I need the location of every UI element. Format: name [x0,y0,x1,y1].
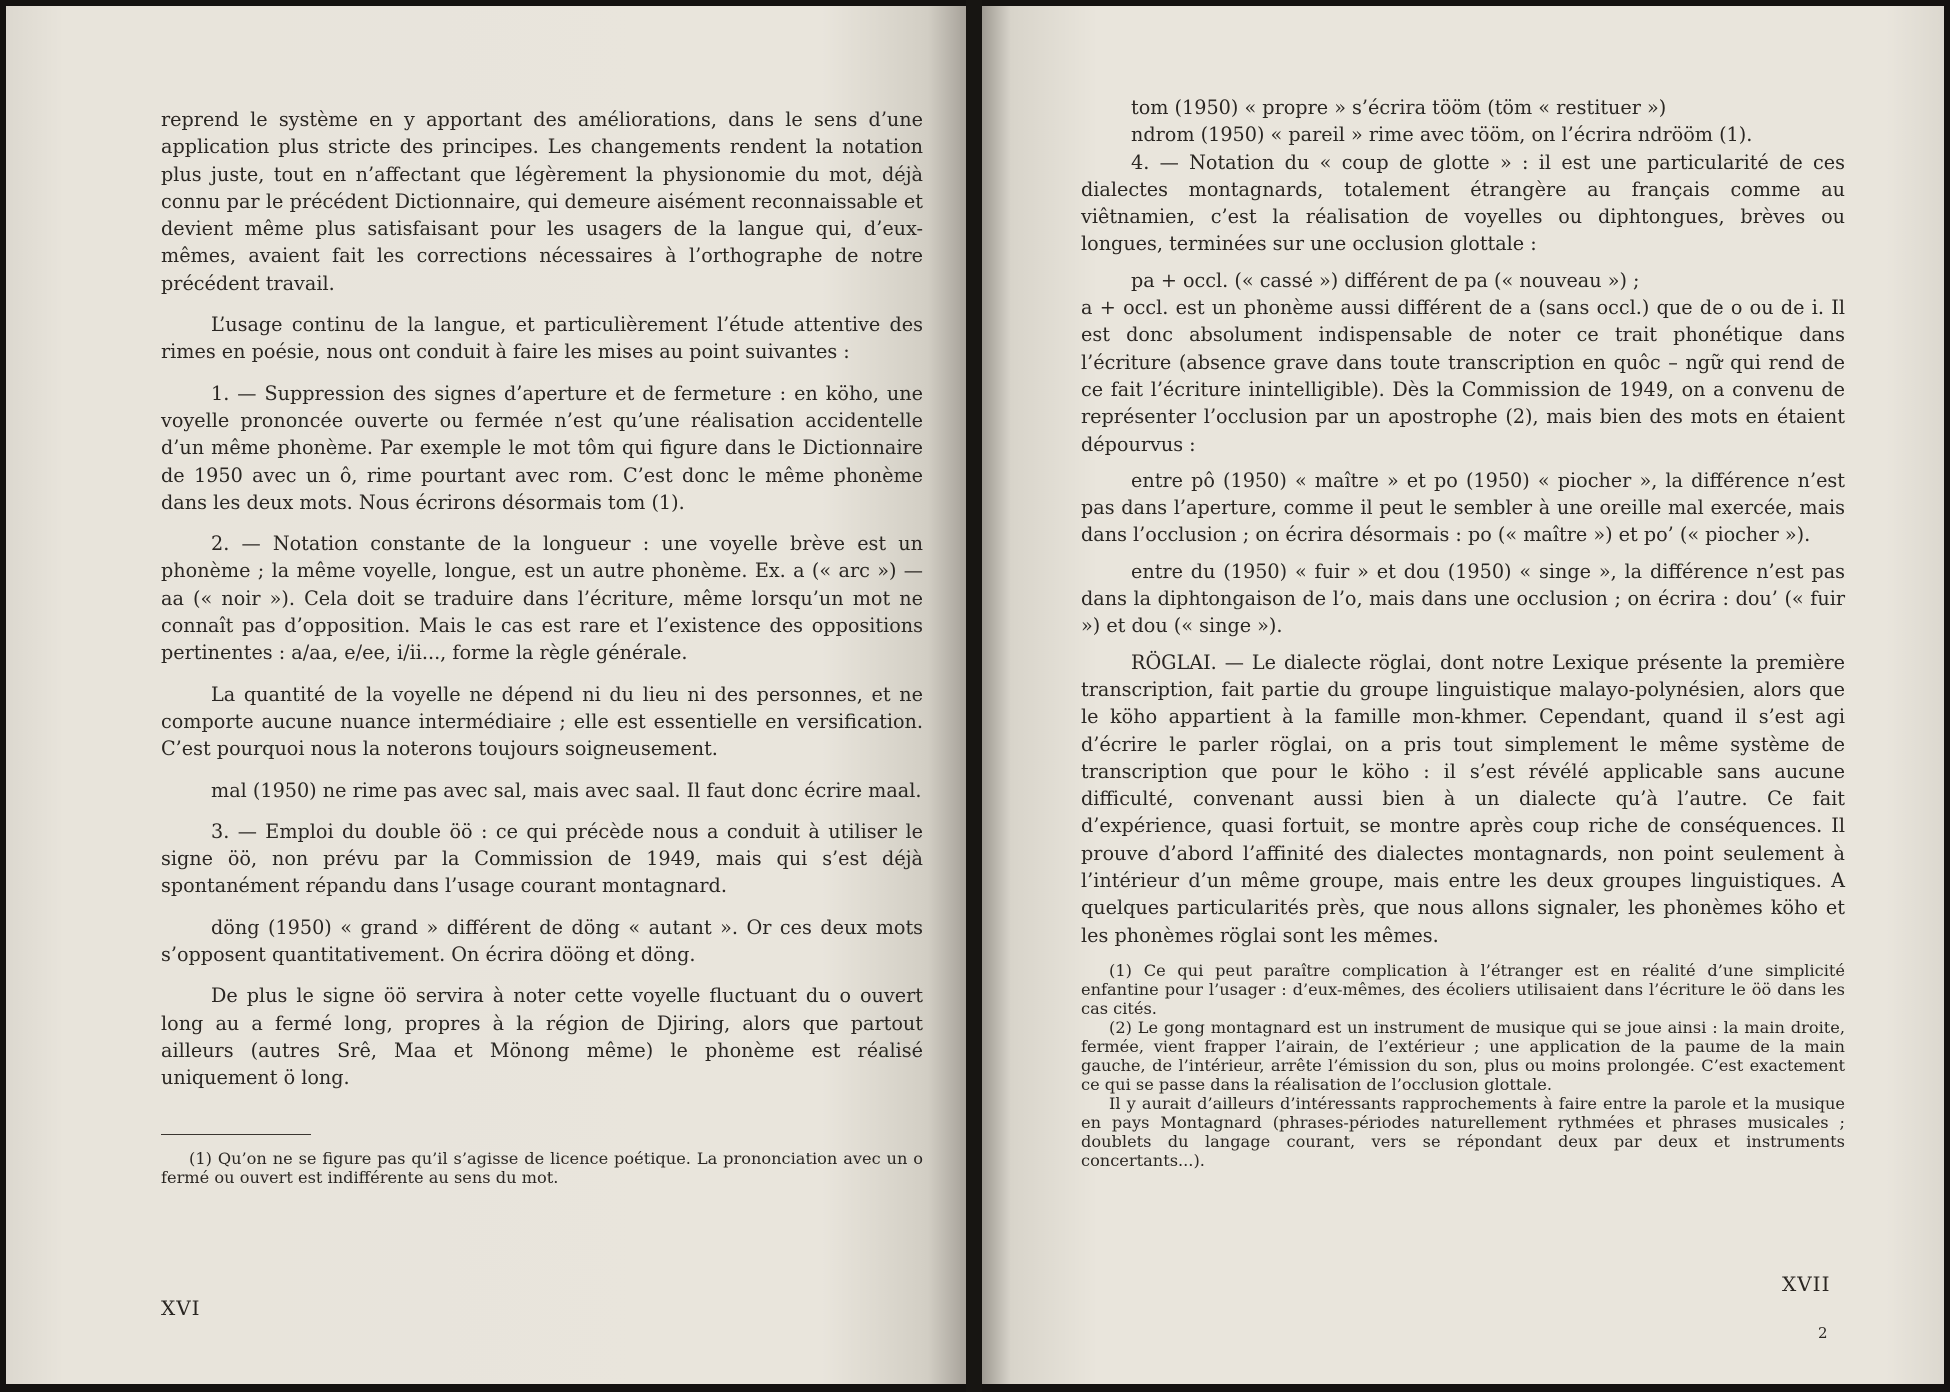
paragraph: pa + occl. (« cassé ») différent de pa (« nouveau ») ; [1131,268,1640,292]
left-page [6,6,966,1384]
paragraph: tom (1950) « propre » s’écrira tööm (töm « restituer ») [1131,96,1667,119]
right-page [982,6,1944,1384]
page-number: XVII [1782,1272,1831,1296]
paragraph: ndrom (1950) « pareil » rime avec tööm, on l’écrira ndrööm (1). [1131,123,1753,147]
paragraph: La quantité de la voyelle ne dépend ni du lieu ni des personnes, et ne comporte aucune nuance intermédiaire ; elle est essentielle en versification. C’est pourquoi nous la noterons toujours soigneusement. [161,682,923,761]
signature-mark: 2 [1818,1324,1828,1342]
paragraph: reprend le système en y apportant des améliorations, dans le sens d’une application plus stricte des principes. Les changements rendent la notation plus juste, tout en n’affectant que légèrement la physionomie du mot, déjà connu par le précédent Dictionnaire, qui demeure aisément reconnaissable et devient même plus satisfaisant pour les usagers de la langue qui, d’eux-mêmes, avaient fait les corrections nécessaires à l’orthographe de notre précédent travail. [161,108,923,295]
paragraph: entre pô (1950) « maître » et po (1950) « piocher », la différence n’est pas dans l’aperture, comme il peut le sembler à une oreille mal exercée, mais dans l’occlusion ; on écrira désormais : po (« maître ») et po’ (« piocher »). [1081,468,1845,547]
paragraph: 3. — Emploi du double öö : ce qui précède nous a conduit à utiliser le signe öö, non prévu par la Commission de 1949, mais qui s’est déjà spontanément répandu dans l’usage courant montagnard. [161,819,923,898]
left-text-column [161,106,923,1187]
paragraph: L’usage continu de la langue, et particulièrement l’étude attentive des rimes en poésie, nous ont conduit à faire les mises au point suivantes : [161,313,923,364]
paragraph: RÖGLAI. — Le dialecte röglai, dont notre Lexique présente la première transcription, fait partie du groupe linguistique malayo-polynésien, alors que le köho appartient à la famille mon-khmer. Cependant, quand il s’est agi d’écrire le parler röglai, on a pris tout simplement le même système de transcription que pour le köho : il s’est révélé applicable sans aucune difficulté, convenant aussi bien à un dialecte qu’à l’autre. Ce fait d’expérience, quasi fortuit, se montre après coup riche de conséquences. Il prouve d’abord l’affinité des dialectes montagnards, non point seulement à l’intérieur d’un même groupe, mais entre les deux groupes linguistiques. A quelques particularités près, que nous allons signaler, les phonèmes köho et les phonèmes röglai sont les mêmes. [1081,650,1845,947]
paragraph: entre du (1950) « fuir » et dou (1950) « singe », la différence n’est pas dans la diphtongaison de l’o, mais dans une occlusion ; on écrira : dou’ (« fuir ») et dou (« singe »). [1081,559,1845,638]
footnote: (1) Qu’on ne se figure pas qu’il s’agisse de licence poétique. La prononciation avec un o fermé ou ouvert est indifférente au sens du mot. [161,1148,923,1187]
page-number: XVI [161,1296,201,1320]
paragraph: 2. — Notation constante de la longueur : une voyelle brève est un phonème ; la même voyelle, longue, est un autre phonème. Ex. a (« arc ») — aa (« noir »). Cela doit se traduire dans l’écriture, même lorsqu’un mot ne connaît pas d’opposition. Mais le cas est rare et l’existence des oppositions pertinentes : a/aa, e/ee, i/ii..., forme la règle générale. [161,532,923,665]
paragraph: a + occl. est un phonème aussi différent de a (sans occl.) que de o ou de i. Il est donc absolument indispensable de noter ce trait phonétique dans l’écriture (absence grave dans toute transcription en quôc – ngữ qui rend de ce fait l’écriture inintelligible). Dès la Commission de 1949, on a convenu de représenter l’occlusion par un apostrophe (2), mais bien des mots en étaient dépourvus : [1081,296,1845,456]
book-gutter [966,0,982,1392]
paragraph: 1. — Suppression des signes d’aperture et de fermeture : en köho, une voyelle prononcée ouverte ou fermée n’est qu’une réalisation accidentelle d’un même phonème. Par exemple le mot tôm qui figure dans le Dictionnaire de 1950 avec un ô, rime pourtant avec rom. C’est donc le même phonème dans les deux mots. Nous écrirons désormais tom (1). [161,381,923,514]
paragraph: 4. — Notation du « coup de glotte » : il est une particularité de ces dialectes montagnards, totalement étrangère au français comme au viêtnamien, c’est la réalisation de voyelles ou diphtongues, brèves ou longues, terminées sur une occlusion glottale : [1081,150,1845,256]
paragraph: De plus le signe öö servira à noter cette voyelle fluctuant du o ouvert long au a fermé long, propres à la région de Djiring, alors que partout ailleurs (autres Srê, Maa et Mönong même) le phonème est réalisé uniquement ö long. [161,984,923,1090]
right-text-column [1081,94,1845,1170]
footnote: Il y aurait d’ailleurs d’intéressants rapprochements à faire entre la parole et la musique en pays Montagnard (phrases-périodes naturellement rythmées et phrases musicales ; doublets du langage courant, vers se répondant deux par deux et instruments concertants...). [1081,1093,1845,1170]
footnote: (2) Le gong montagnard est un instrument de musique qui se joue ainsi : la main droite, fermée, vient frapper l’airain, de l’extérieur ; une application de la paume de la main gauche, de l’intérieur, arrête l’émission du son, plus ou moins prolongée. C’est exactement ce qui se passe dans la réalisation de l’occlusion glottale. [1081,1017,1845,1094]
paragraph: mal (1950) ne rime pas avec sal, mais avec saal. Il faut donc écrire maal. [211,778,922,802]
footnote: (1) Ce qui peut paraître complication à l’étranger est en réalité d’une simplicité enfantine pour l’usager : d’eux-mêmes, des écoliers utilisaient dans l’écriture le öö dans les cas cités. [1081,960,1845,1018]
paragraph: döng (1950) « grand » différent de döng « autant ». Or ces deux mots s’opposent quantitativement. On écrira dööng et döng. [161,915,923,967]
footnote-rule [161,1134,311,1135]
